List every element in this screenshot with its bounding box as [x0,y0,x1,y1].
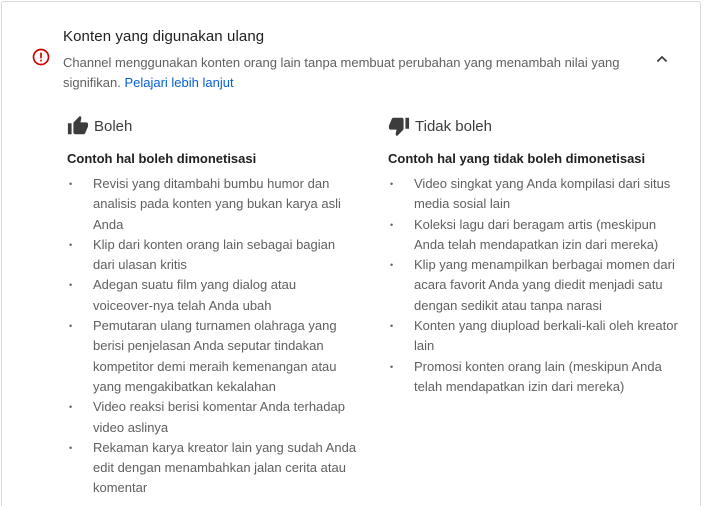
allowed-item: • Pemutaran ulang turnamen olahraga yang berisi penjelasan Anda seputar tindakan kompetitor demi meraih kemenangan atau yang mengakibatkan kekalahan [67,316,357,397]
allowed-item: • Adegan suatu film yang dialog atau voiceover-nya telah Anda ubah [67,275,357,316]
not-allowed-item: • Promosi konten orang lain (meskipun Anda telah mendapatkan izin dari mereka) [388,357,678,398]
allowed-item: • Rekaman karya kreator lain yang sudah Anda edit dengan menambahkan jalan cerita atau komentar [67,438,357,499]
allowed-item: • Revisi yang ditambahi bumbu humor dan analisis pada konten yang bukan karya asli Anda [67,174,357,235]
allowed-list [67,174,357,499]
not-allowed-column [388,114,678,397]
not-allowed-item: • Koleksi lagu dari beragam artis (meskipun Anda telah mendapatkan izin dari mereka) [388,215,678,256]
allowed-label: Boleh [94,117,133,135]
allowed-item: • Klip dari konten orang lain sebagai bagian dari ulasan kritis [67,235,357,276]
not-allowed-label: Tidak boleh [415,117,492,135]
description-text: Channel menggunakan konten orang lain tanpa membuat perubahan yang menambah nilai yang signifikan. [63,55,620,90]
not-allowed-list [388,174,678,397]
not-allowed-item: • Klip yang menampilkan berbagai momen dari acara favorit Anda yang diedit menjadi satu dengan sedikit atau tanpa narasi [388,255,678,316]
reused-content-card [1,1,701,506]
not-allowed-item: • Video singkat yang Anda kompilasi dari situs media sosial lain [388,174,678,215]
allowed-header [67,114,357,138]
section-title: Konten yang digunakan ulang [63,28,265,45]
section-description [63,53,633,93]
allowed-item: • Video reaksi berisi komentar Anda terhadap video aslinya [67,397,357,438]
not-allowed-subheading: Contoh hal yang tidak boleh dimonetisasi [388,151,646,166]
thumbs-up-icon [67,115,89,137]
chevron-up-icon[interactable] [652,49,672,69]
allowed-column [67,114,357,499]
not-allowed-item: • Konten yang diupload berkali-kali oleh kreator lain [388,316,678,357]
learn-more-link[interactable]: Pelajari lebih lanjut [124,75,234,90]
thumbs-down-icon [388,115,410,137]
error-outline-icon [32,48,50,66]
not-allowed-header [388,114,678,138]
allowed-subheading: Contoh hal boleh dimonetisasi [67,151,257,166]
